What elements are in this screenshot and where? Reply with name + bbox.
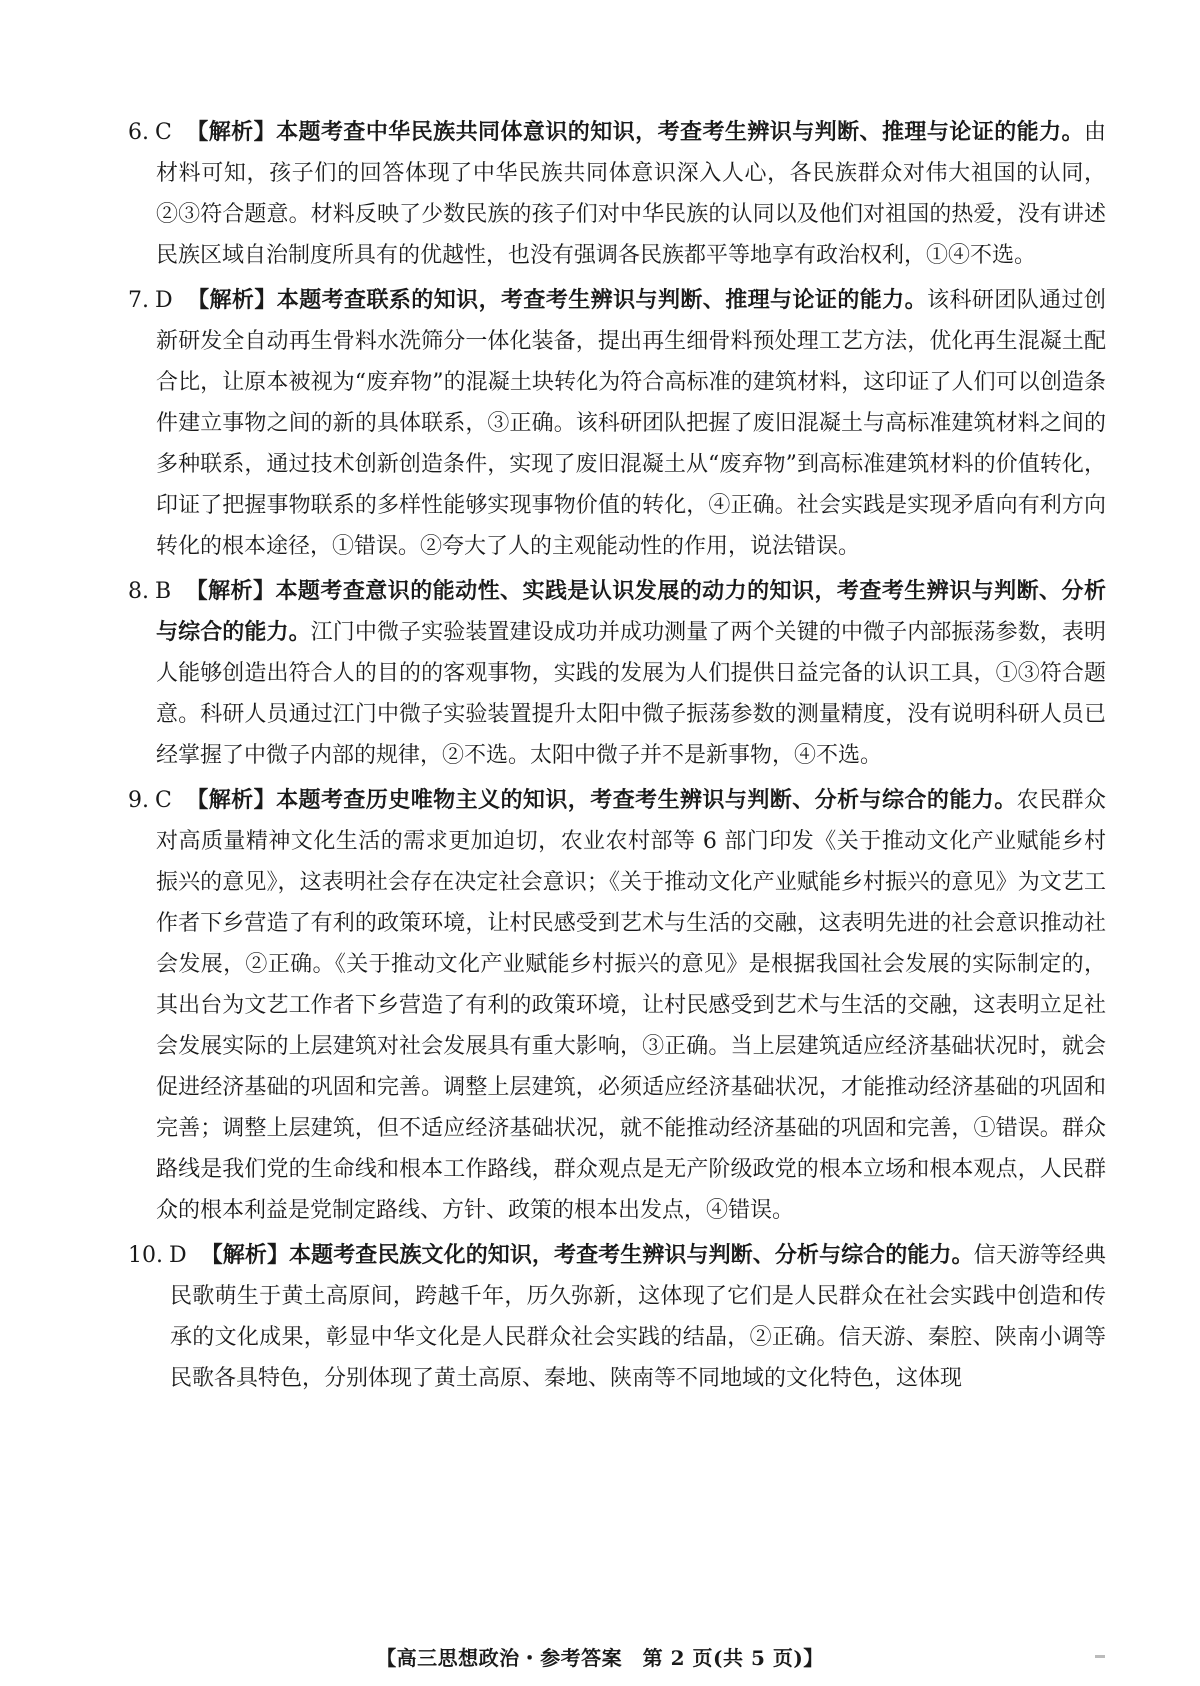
answer-item-10	[128, 1235, 1106, 1399]
answer-item-8	[128, 571, 1106, 776]
answer-list	[128, 112, 1106, 1403]
analysis-body: 农民群众对高质量精神文化生活的需求更加迫切，农业农村部等 6 部门印发《关于推动文化产业赋能乡村振兴的意见》，这表明社会存在决定社会意识；《关于推动文化产业赋能乡村振兴的意见》为文艺工作者下乡营造了有利的政策环境，让村民感受到艺术与生活的交融，这表明先进的社会意识推动社会发展，②正确。《关于推动文化产业赋能乡村振兴的意见》是根据我国社会发展的实际制定的，其出台为文艺工作者下乡营造了有利的政策环境，让村民感受到艺术与生活的交融，这表明立足社会发展实际的上层建筑对社会发展具有重大影响，③正确。当上层建筑适应经济基础状况时，就会促进经济基础的巩固和完善。调整上层建筑，必须适应经济基础状况，才能推动经济基础的巩固和完善；调整上层建筑，但不适应经济基础状况，就不能推动经济基础的巩固和完善，①错误。群众路线是我们党的生命线和根本工作路线，群众观点是无产阶级政党的根本立场和根本观点，人民群众的根本利益是党制定路线、方针、政策的根本出发点，④错误。	[156, 788, 1106, 1223]
answer-number: 9.	[128, 788, 149, 813]
analysis-body: 由材料可知，孩子们的回答体现了中华民族共同体意识深入人心，各民族群众对伟大祖国的认同，②③符合题意。材料反映了少数民族的孩子们对中华民族的认同以及他们对祖国的热爱，没有讲述民族区域自治制度所具有的优越性，也没有强调各民族都平等地享有政治权利，①④不选。	[156, 120, 1106, 268]
answer-choice: C	[155, 788, 172, 813]
answer-choice: D	[155, 288, 173, 313]
answer-number: 6.	[128, 120, 149, 145]
answer-number: 7.	[128, 288, 149, 313]
analysis-body: 江门中微子实验装置建设成功并成功测量了两个关键的中微子内部振荡参数，表明人能够创造出符合人的目的的客观事物，实践的发展为人们提供日益完备的认识工具，①③符合题意。科研人员通过江门中微子实验装置提升太阳中微子振荡参数的测量精度，没有说明科研人员已经掌握了中微子内部的规律，②不选。太阳中微子并不是新事物，④不选。	[156, 620, 1106, 768]
analysis-body: 该科研团队通过创新研发全自动再生骨料水洗筛分一体化装备，提出再生细骨料预处理工艺方法，优化再生混凝土配合比，让原本被视为“废弃物”的混凝土块转化为符合高标准的建筑材料，这印证了人们可以创造条件建立事物之间的新的具体联系，③正确。该科研团队把握了废旧混凝土与高标准建筑材料之间的多种联系，通过技术创新创造条件，实现了废旧混凝土从“废弃物”到高标准建筑材料的价值转化，印证了把握事物联系的多样性能够实现事物价值的转化，④正确。社会实践是实现矛盾向有利方向转化的根本途径，①错误。②夸大了人的主观能动性的作用，说法错误。	[156, 288, 1106, 559]
scan-mark	[1095, 1655, 1105, 1658]
analysis-lead: 本题考查民族文化的知识，考查考生辨识与判断、分析与综合的能力。	[289, 1242, 974, 1268]
answer-number: 8.	[128, 579, 149, 604]
answer-choice: D	[169, 1243, 187, 1268]
analysis-tag: 【解析】	[185, 787, 277, 813]
analysis-lead: 本题考查联系的知识，考查考生辨识与判断、推理与论证的能力。	[276, 287, 928, 313]
answer-choice: C	[155, 120, 172, 145]
analysis-lead: 本题考查中华民族共同体意识的知识，考查考生辨识与判断、推理与论证的能力。	[276, 119, 1084, 145]
page-footer: 【高三思想政治・参考答案 第 2 页(共 5 页)】	[376, 1646, 824, 1670]
answer-item-9	[128, 780, 1106, 1231]
analysis-tag: 【解析】	[185, 578, 276, 604]
answer-number: 10.	[128, 1243, 163, 1268]
answer-choice: B	[155, 579, 172, 604]
analysis-lead: 本题考查历史唯物主义的知识，考查考生辨识与判断、分析与综合的能力。	[276, 787, 1017, 813]
answer-item-7	[128, 280, 1106, 567]
analysis-tag: 【解析】	[200, 1242, 290, 1268]
analysis-body: 信天游等经典民歌萌生于黄土高原间，跨越千年，历久弥新，这体现了它们是人民群众在社会实践中创造和传承的文化成果，彰显中华文化是人民群众社会实践的结晶，②正确。信天游、秦腔、陕南小调等民歌各具特色，分别体现了黄土高原、秦地、陕南等不同地域的文化特色，这体现	[170, 1243, 1106, 1391]
analysis-tag: 【解析】	[186, 287, 277, 313]
analysis-lead: 本题考查意识的能动性、实践是认识发展的动力的知识，考查考生辨识与判断、分析与综合的能力。	[156, 578, 1106, 645]
analysis-tag: 【解析】	[185, 119, 277, 145]
answer-item-6	[128, 112, 1106, 276]
